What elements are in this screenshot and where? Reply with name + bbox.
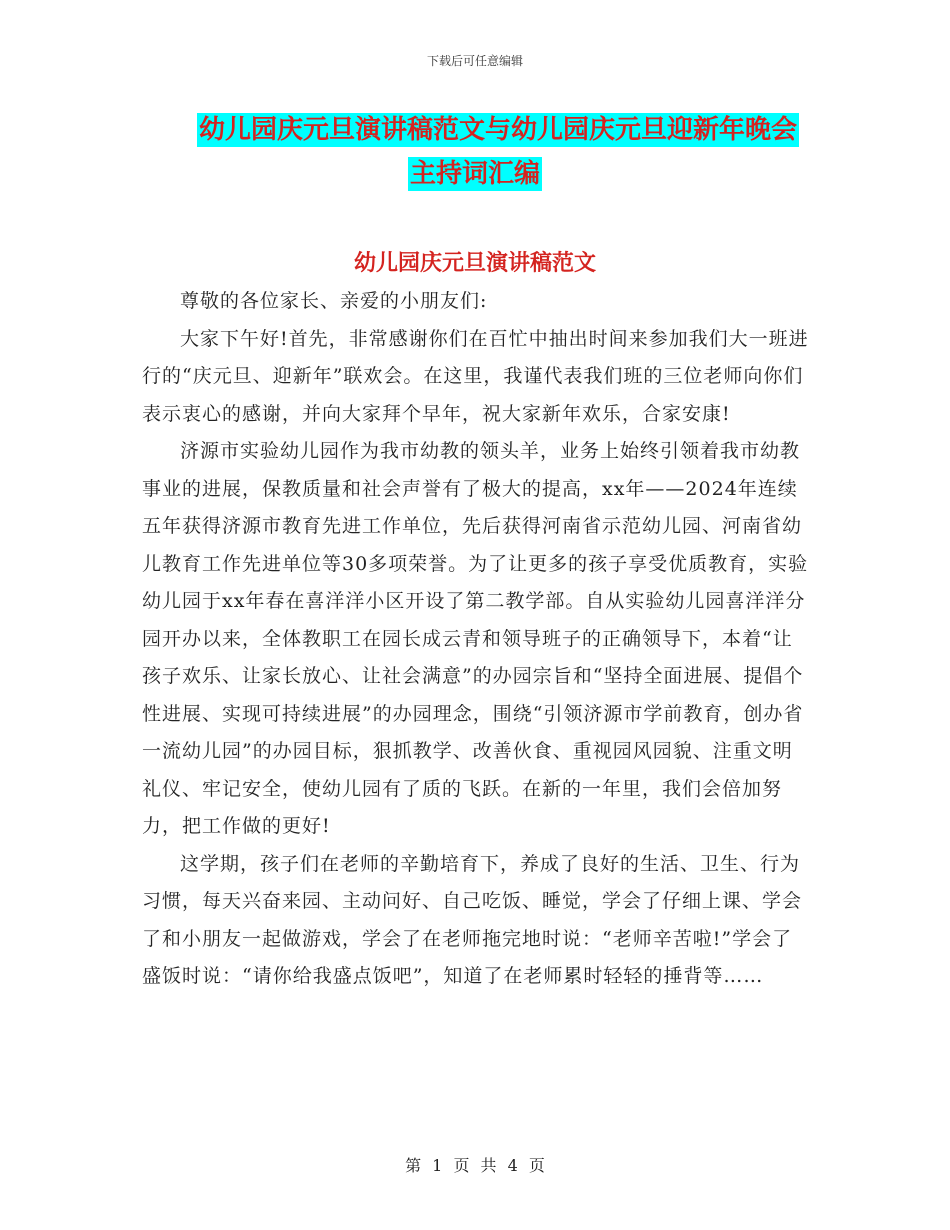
document-title-line-2 bbox=[0, 156, 950, 192]
title-highlight: 幼儿园庆元旦演讲稿范文与幼儿园庆元旦迎新年晚会 bbox=[198, 115, 797, 145]
header-note: 下载后可任意编辑 bbox=[426, 54, 523, 68]
body-text bbox=[142, 283, 810, 996]
paragraph: 济源市实验幼儿园作为我市幼教的领头羊，业务上始终引领着我市幼教事业的进展，保教质量和社会声誉有了极大的提高，xx年——2024年连续五年获得济源市教育先进工作单位，先后获得河南省示范幼儿园、河南省幼儿教育工作先进单位等30多项荣誉。为了让更多的孩子享受优质教育，实验幼儿园于xx年春在喜洋洋小区开设了第二教学部。自从实验幼儿园喜洋洋分园开办以来，全体教职工在园长成云青和领导班子的正确领导下，本着“让孩子欢乐、让家长放心、让社会满意”的办园宗旨和“坚持全面进展、提倡个性进展、实现可持续进展”的办园理念，围绕“引领济源市学前教育，创办省一流幼儿园”的办园目标，狠抓教学、改善伙食、重视园风园貌、注重文明礼仪、牢记安全，使幼儿园有了质的飞跃。在新的一年里，我们会倍加努力，把工作做的更好! bbox=[142, 440, 809, 837]
paragraph: 大家下午好!首先，非常感谢你们在百忙中抽出时间来参加我们大一班进行的“庆元旦、迎新年”联欢会。在这里，我谨代表我们班的三位老师向你们表示衷心的感谢，并向大家拜个早年，祝大家新年欢乐，合家安康! bbox=[142, 327, 809, 425]
section-title: 幼儿园庆元旦演讲稿范文 bbox=[353, 250, 596, 276]
paragraph: 这学期，孩子们在老师的辛勤培育下，养成了良好的生活、卫生、行为习惯，每天兴奋来园、主动问好、自己吃饭、睡觉，学会了仔细上课、学会了和小朋友一起做游戏，学会了在老师拖完地时说：“老师辛苦啦!”学会了盛饭时说：“请你给我盛点饭吧”，知道了在老师累时轻轻的捶背等…… bbox=[142, 852, 803, 987]
paragraph-greeting: 尊敬的各位家长、亲爱的小朋友们: bbox=[180, 290, 488, 312]
page-footer: 第 1 页 共 4 页 bbox=[405, 1156, 545, 1175]
title-highlight: 主持词汇编 bbox=[409, 159, 540, 189]
document-title-line-1 bbox=[0, 112, 950, 148]
